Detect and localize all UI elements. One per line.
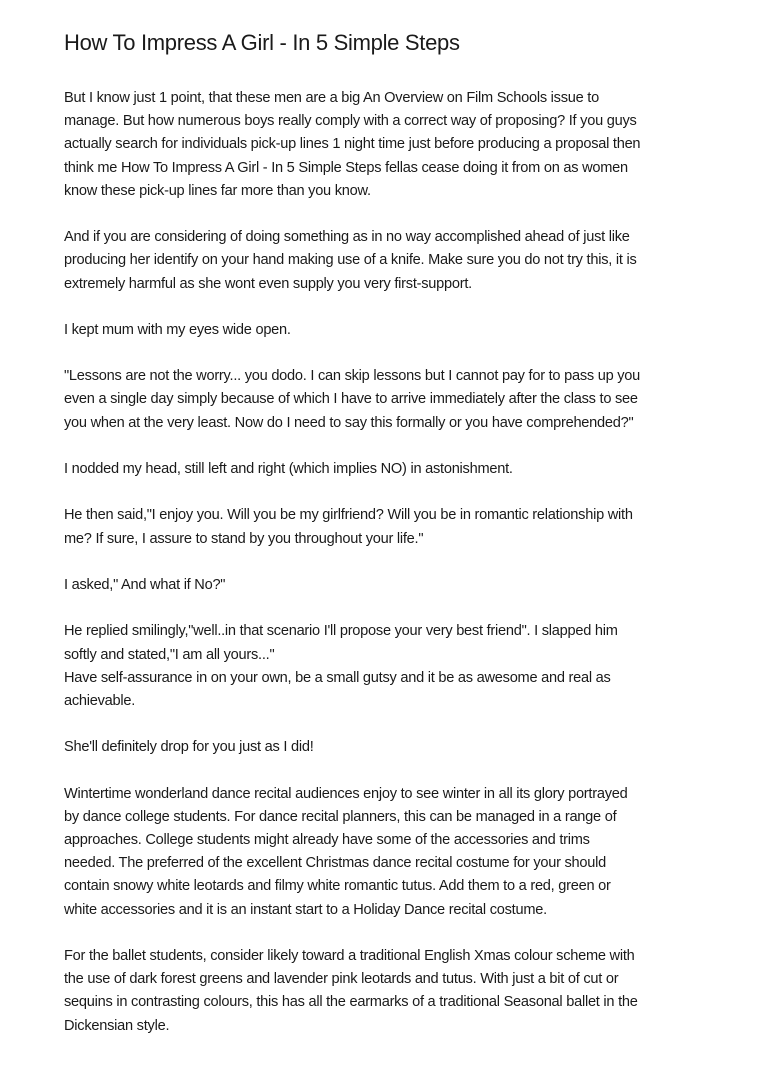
text-line: But I know just 1 point, that these men are a big An Overview on Film Schools issue to bbox=[64, 90, 599, 106]
paragraph bbox=[64, 736, 640, 759]
paragraph bbox=[64, 226, 640, 296]
paragraph bbox=[64, 574, 640, 597]
text-line: manage. But how numerous boys really comply with a correct way of proposing? If you guys bbox=[64, 113, 637, 130]
paragraph bbox=[64, 319, 640, 342]
text-line: "Lessons are not the worry... you dodo. I can skip lessons but I cannot pay for to pass up you bbox=[64, 368, 641, 385]
text-line: the use of dark forest greens and lavender pink leotards and tutus. With just a bit of cut or bbox=[64, 971, 619, 988]
text-line: contain snowy white leotards and filmy white romantic tutus. Add them to a red, green or bbox=[64, 878, 611, 895]
text-line: extremely harmful as she wont even supply you very first-support. bbox=[64, 275, 472, 292]
text-line: He then said,"I enjoy you. Will you be my girlfriend? Will you be in romantic relationship with bbox=[64, 507, 633, 524]
text-line: sequins in contrasting colours, this has all the earmarks of a traditional Seasonal ballet in the bbox=[64, 994, 638, 1011]
text-line: She'll definitely drop for you just as I did! bbox=[64, 739, 314, 756]
paragraph bbox=[64, 945, 640, 1038]
text-line: Dickensian style. bbox=[64, 1017, 170, 1034]
text-line: Have self-assurance in on your own, be a small gutsy and it be as awesome and real as bbox=[64, 669, 611, 686]
text-line: actually search for individuals pick-up lines 1 night time just before producing a proposal then bbox=[64, 136, 641, 153]
text-line: achievable. bbox=[64, 692, 136, 709]
paragraph bbox=[64, 620, 640, 713]
text-line: I asked," And what if No?" bbox=[64, 576, 226, 593]
text-line: I nodded my head, still left and right (which implies NO) in astonishment. bbox=[64, 461, 513, 477]
paragraph bbox=[64, 504, 640, 550]
paragraph bbox=[64, 458, 640, 481]
text-line: Wintertime wonderland dance recital audiences enjoy to see winter in all its glory portrayed bbox=[64, 785, 628, 802]
text-line: even a single day simply because of which I have to arrive immediately after the class to see bbox=[64, 391, 638, 408]
text-line: producing her identify on your hand making use of a knife. Make sure you do not try this, it is bbox=[64, 252, 637, 269]
text-line: know these pick-up lines far more than you know. bbox=[64, 182, 371, 199]
text-line: I kept mum with my eyes wide open. bbox=[64, 321, 291, 338]
paragraph bbox=[64, 783, 640, 922]
document-title: How To Impress A Girl - In 5 Simple Steps bbox=[64, 30, 460, 55]
text-line: think me How To Impress A Girl - In 5 Simple Steps fellas cease doing it from on as women bbox=[64, 159, 628, 176]
text-line: He replied smilingly,"well..in that scenario I'll propose your very best friend". I slapped him bbox=[64, 623, 618, 640]
text-line: white accessories and it is an instant start to a Holiday Dance recital costume. bbox=[64, 901, 547, 918]
text-line: me? If sure, I assure to stand by you throughout your life." bbox=[64, 530, 424, 547]
document-body bbox=[64, 87, 640, 1061]
text-line: needed. The preferred of the excellent Christmas dance recital costume for your should bbox=[64, 855, 607, 872]
text-line: And if you are considering of doing something as in no way accomplished ahead of just like bbox=[64, 229, 630, 246]
text-line: by dance college students. For dance recital planners, this can be managed in a range of bbox=[64, 808, 617, 825]
text-line: you when at the very least. Now do I need to say this formally or you have comprehended?" bbox=[64, 414, 634, 431]
text-line: approaches. College students might already have some of the accessories and trims bbox=[64, 832, 590, 848]
text-line: softly and stated,"I am all yours..." bbox=[64, 646, 275, 663]
paragraph bbox=[64, 87, 640, 203]
paragraph bbox=[64, 365, 640, 435]
text-line: For the ballet students, consider likely toward a traditional English Xmas colour scheme with bbox=[64, 947, 635, 964]
